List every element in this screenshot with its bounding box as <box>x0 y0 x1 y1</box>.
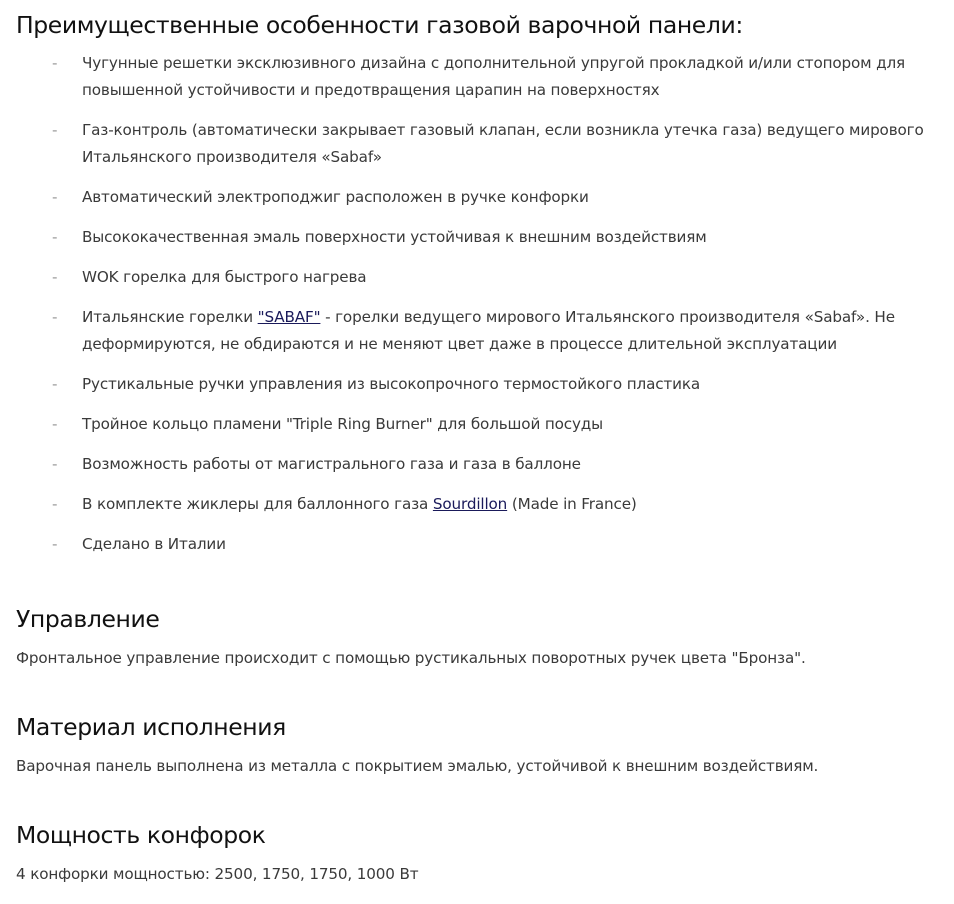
feature-item <box>52 531 954 558</box>
feature-text: Сделано в Италии <box>82 535 226 553</box>
bullet-dash: - <box>52 455 58 473</box>
feature-text: Возможность работы от магистрального газа и газа в баллоне <box>82 455 581 473</box>
feature-text-before: Итальянские горелки <box>82 308 258 326</box>
feature-item <box>52 50 954 104</box>
feature-item <box>52 224 954 251</box>
feature-text: Газ-контроль (автоматически закрывает газовый клапан, если возникла утечка газа) ведущего мирового Итальянского производителя «Sabaf» <box>82 121 924 166</box>
feature-text-after: - горелки ведущего мирового Итальянского производителя «Sabaf». Не деформируются, не обдираются и не меняют цвет даже в процессе длительной эксплуатации <box>82 308 895 353</box>
feature-text: Автоматический электроподжиг расположен в ручке конфорки <box>82 188 589 206</box>
bullet-dash: - <box>52 121 58 139</box>
bullet-dash: - <box>52 308 58 326</box>
power-section <box>16 818 418 888</box>
control-text: Фронтальное управление происходит с помощью рустикальных поворотных ручек цвета "Бронза". <box>16 649 806 667</box>
control-section <box>16 602 806 672</box>
bullet-dash: - <box>52 54 58 72</box>
feature-text: Высококачественная эмаль поверхности устойчивая к внешним воздействиям <box>82 228 707 246</box>
feature-text: Рустикальные ручки управления из высокопрочного термостойкого пластика <box>82 375 701 393</box>
feature-item <box>52 304 954 358</box>
sabaf-link[interactable]: "SABAF" <box>257 308 321 326</box>
bullet-dash: - <box>52 268 58 286</box>
bullet-dash: - <box>52 228 58 246</box>
bullet-dash: - <box>52 535 58 553</box>
bullet-dash: - <box>52 375 58 393</box>
feature-item <box>52 184 954 211</box>
power-text: 4 конфорки мощностью: 2500, 1750, 1750, 1000 Вт <box>16 865 419 883</box>
feature-item <box>52 264 954 291</box>
bullet-dash: - <box>52 415 58 433</box>
feature-text-after: (Made in France) <box>507 495 637 513</box>
feature-text-before: В комплекте жиклеры для баллонного газа <box>82 495 433 513</box>
feature-item <box>52 371 954 398</box>
feature-item <box>52 411 954 438</box>
features-title: Преимущественные особенности газовой варочной панели: <box>16 11 743 39</box>
feature-item <box>52 491 954 518</box>
material-text: Варочная панель выполнена из металла с покрытием эмалью, устойчивой к внешним воздействиям. <box>16 757 819 775</box>
feature-text: Чугунные решетки эксклюзивного дизайна с дополнительной упругой прокладкой и/или стопором для повышенной устойчивости и предотвращения царапин на поверхностях <box>82 54 906 99</box>
material-section <box>16 710 818 780</box>
bullet-dash: - <box>52 495 58 513</box>
feature-item <box>52 451 954 478</box>
sourdillon-link[interactable]: Sourdillon <box>432 495 508 513</box>
feature-text: Тройное кольцо пламени "Triple Ring Burner" для большой посуды <box>82 415 603 433</box>
material-title: Материал исполнения <box>16 713 286 741</box>
control-title: Управление <box>16 605 160 633</box>
feature-text: WOK горелка для быстрого нагрева <box>82 268 367 286</box>
power-title: Мощность конфорок <box>16 821 266 849</box>
features-list <box>16 50 954 558</box>
bullet-dash: - <box>52 188 58 206</box>
feature-item <box>52 117 954 171</box>
